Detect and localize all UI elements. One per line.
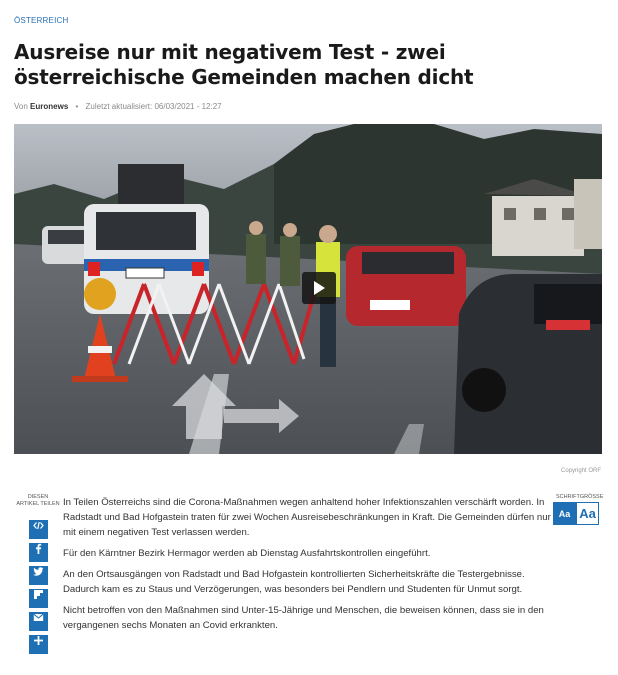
- plus-icon: [33, 635, 44, 646]
- article-body: [63, 495, 551, 639]
- font-size-large-button[interactable]: Aa: [576, 502, 599, 525]
- byline-source[interactable]: Euronews: [30, 102, 69, 111]
- font-size-small-button[interactable]: Aa: [553, 502, 576, 525]
- article-paragraph: Für den Kärntner Bezirk Hermagor werden ab Dienstag Ausfahrtskontrollen eingeführt.: [63, 548, 431, 559]
- mail-icon: [33, 612, 44, 623]
- share-email-button[interactable]: [29, 612, 48, 631]
- byline-prefix: Von: [14, 102, 28, 111]
- share-twitter-button[interactable]: [29, 566, 48, 585]
- play-button[interactable]: [302, 272, 336, 304]
- share-facebook-button[interactable]: [29, 543, 48, 562]
- byline-updated: Zuletzt aktualisiert: 06/03/2021 - 12:27: [85, 102, 222, 111]
- play-icon: [314, 281, 325, 295]
- code-icon: [33, 520, 44, 531]
- flipboard-icon: [33, 589, 44, 600]
- facebook-icon: [33, 543, 44, 554]
- article-headline: Ausreise nur mit negativem Test - zwei österreichische Gemeinden machen dicht: [14, 40, 474, 89]
- video-player[interactable]: [14, 124, 602, 454]
- font-size-label: SCHRIFTGRÖSSE: [556, 494, 604, 500]
- font-size-toggle: [553, 502, 599, 525]
- byline: [14, 102, 222, 111]
- article-paragraph: An den Ortsausgängen von Radstadt und Bad Hofgastein kontrollierten Sicherheitskräfte die Testergebnisse. Dadurch kam es zu Staus und Verzögerungen, was besonders bei Pendlern und Studenten für Unmut sorgt.: [63, 569, 525, 595]
- share-more-button[interactable]: [29, 635, 48, 654]
- image-copyright: Copyright ORF: [560, 468, 601, 474]
- share-flipboard-button[interactable]: [29, 589, 48, 608]
- byline-separator: •: [75, 102, 79, 111]
- category-link[interactable]: ÖSTERREICH: [14, 16, 69, 25]
- article-paragraph: Nicht betroffen von den Maßnahmen sind Unter-15-Jährige und Menschen, die beweisen können, dass sie in den vergangenen sechs Monaten an Covid erkrankten.: [63, 605, 544, 631]
- share-buttons: [29, 516, 48, 656]
- article-paragraph: In Teilen Österreichs sind die Corona-Maßnahmen wegen anhaltend hoher Infektionszahlen verschärft worden. In Radstadt und Bad Hofgastein traten für zwei Wochen Ausreisebeschränkungen in Kraft. Die Gemeinden dürfen nur mit einem negativen Test verlassen werden.: [63, 497, 551, 538]
- share-embed-button[interactable]: [29, 520, 48, 539]
- share-label: DIESEN ARTIKEL TEILEN: [16, 494, 60, 507]
- twitter-icon: [33, 566, 44, 577]
